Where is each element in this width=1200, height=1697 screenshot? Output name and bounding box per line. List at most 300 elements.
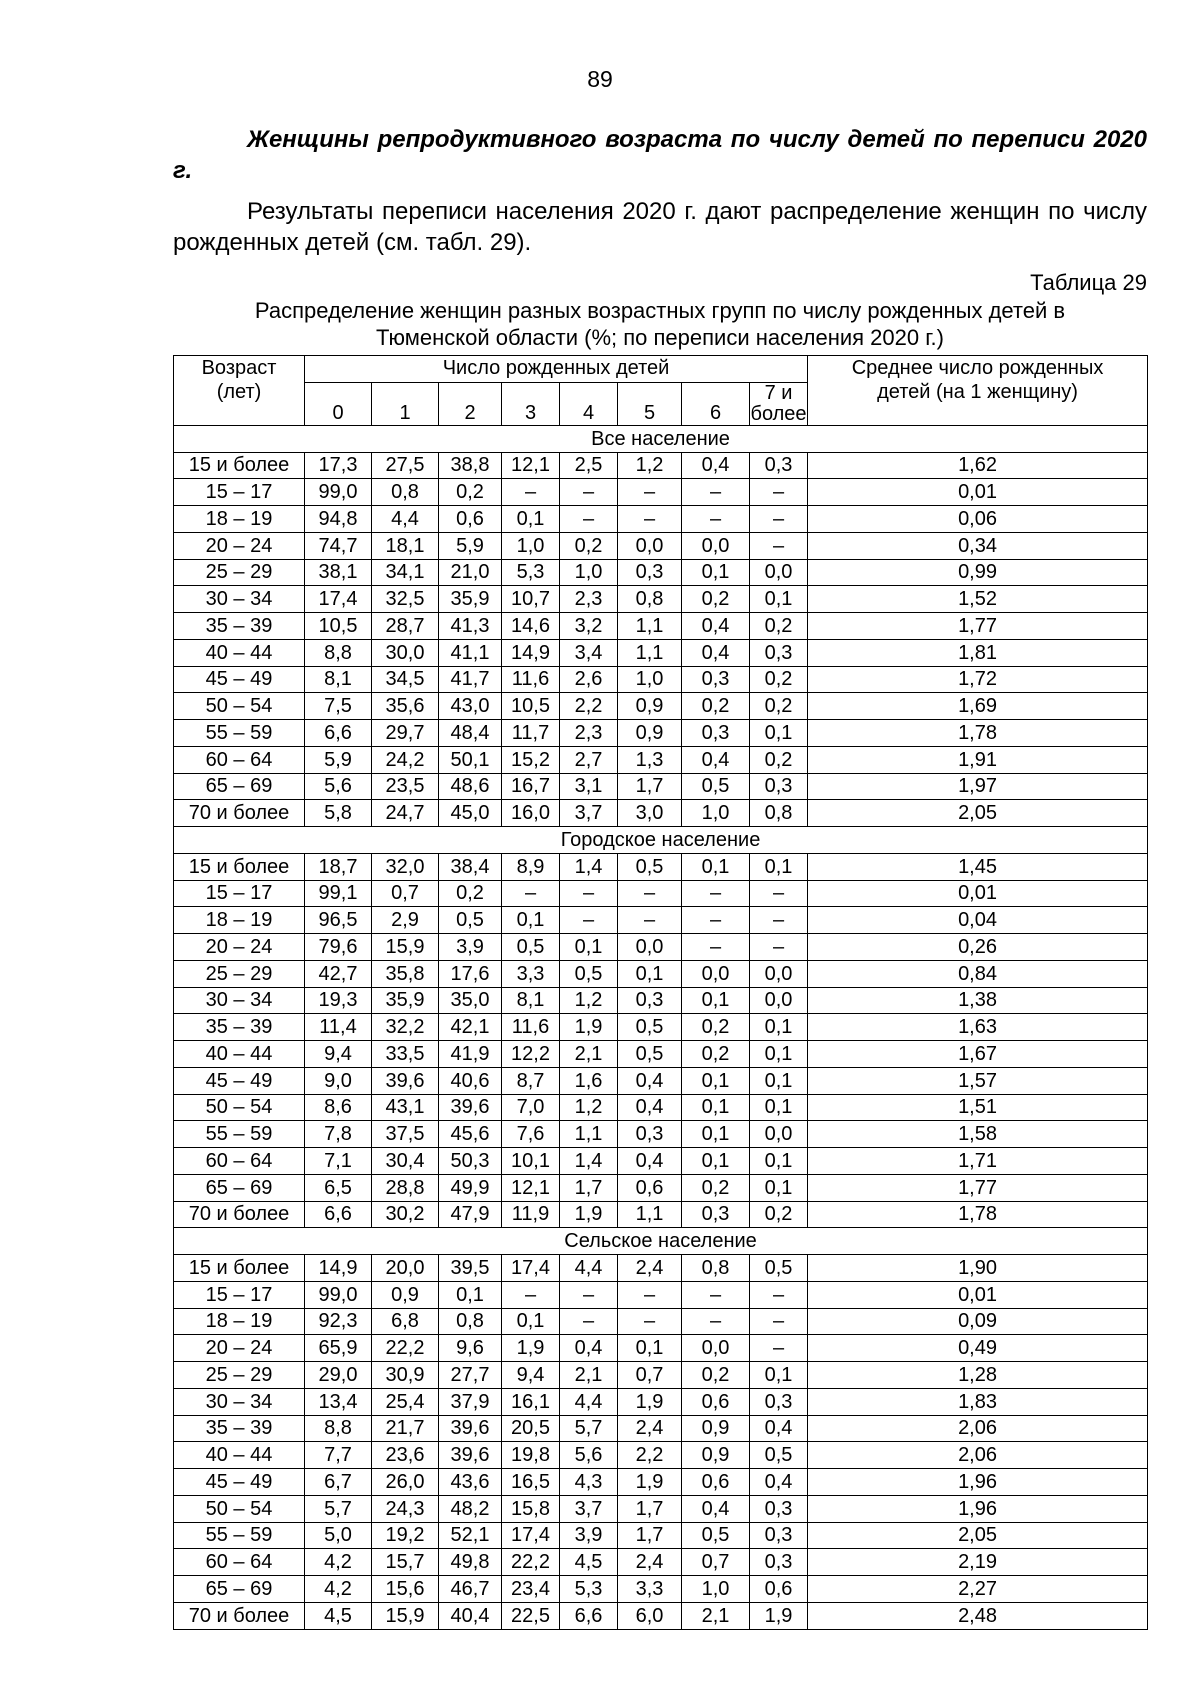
age-group-cell: 15 и более bbox=[174, 1255, 305, 1282]
percent-cell: 48,6 bbox=[439, 773, 502, 800]
percent-cell: 0,2 bbox=[682, 693, 750, 720]
percent-cell: – bbox=[618, 479, 682, 506]
age-group-cell: 40 – 44 bbox=[174, 639, 305, 666]
percent-cell: 0,1 bbox=[502, 506, 560, 533]
percent-cell: 0,3 bbox=[750, 1495, 808, 1522]
percent-cell: 23,5 bbox=[372, 773, 439, 800]
percent-cell: 30,0 bbox=[372, 639, 439, 666]
percent-cell: 37,5 bbox=[372, 1121, 439, 1148]
children-col-header: 1 bbox=[372, 382, 439, 425]
percent-cell: 0,1 bbox=[618, 1335, 682, 1362]
table-row bbox=[174, 1549, 1148, 1576]
table-row bbox=[174, 1174, 1148, 1201]
percent-cell: 12,1 bbox=[502, 1174, 560, 1201]
percent-cell: 42,7 bbox=[305, 960, 372, 987]
percent-cell: 1,0 bbox=[502, 532, 560, 559]
age-header-line: (лет) bbox=[216, 381, 262, 403]
table-row bbox=[174, 1469, 1148, 1496]
table-row bbox=[174, 1415, 1148, 1442]
age-group-cell: 65 – 69 bbox=[174, 773, 305, 800]
percent-cell: 0,5 bbox=[502, 934, 560, 961]
average-cell: 1,62 bbox=[808, 452, 1148, 479]
percent-cell: 1,9 bbox=[560, 1014, 618, 1041]
average-cell: 1,69 bbox=[808, 693, 1148, 720]
table-row bbox=[174, 639, 1148, 666]
percent-cell: 0,0 bbox=[682, 1335, 750, 1362]
percent-cell: 29,7 bbox=[372, 720, 439, 747]
percent-cell: 39,6 bbox=[439, 1442, 502, 1469]
percent-cell: – bbox=[750, 1308, 808, 1335]
table-caption-line: Тюменской области (%; по переписи населения 2020 г.) bbox=[376, 325, 944, 350]
average-cell: 1,71 bbox=[808, 1148, 1148, 1175]
percent-cell: 10,5 bbox=[502, 693, 560, 720]
percent-cell: 7,7 bbox=[305, 1442, 372, 1469]
percent-cell: 40,4 bbox=[439, 1602, 502, 1629]
births-distribution-table bbox=[173, 355, 1148, 1630]
average-cell: 1,97 bbox=[808, 773, 1148, 800]
percent-cell: 4,2 bbox=[305, 1576, 372, 1603]
table-row bbox=[174, 1255, 1148, 1282]
percent-cell: 3,1 bbox=[560, 773, 618, 800]
percent-cell: – bbox=[560, 1308, 618, 1335]
percent-cell: 0,2 bbox=[750, 613, 808, 640]
table-row bbox=[174, 1094, 1148, 1121]
percent-cell: 5,7 bbox=[560, 1415, 618, 1442]
age-group-cell: 15 и более bbox=[174, 853, 305, 880]
average-cell: 2,05 bbox=[808, 1522, 1148, 1549]
percent-cell: – bbox=[560, 1281, 618, 1308]
age-group-cell: 30 – 34 bbox=[174, 987, 305, 1014]
percent-cell: 1,9 bbox=[502, 1335, 560, 1362]
percent-cell: 16,1 bbox=[502, 1388, 560, 1415]
average-cell: 0,34 bbox=[808, 532, 1148, 559]
table-row bbox=[174, 1041, 1148, 1068]
average-cell: 1,57 bbox=[808, 1067, 1148, 1094]
percent-cell: 3,2 bbox=[560, 613, 618, 640]
percent-cell: 0,4 bbox=[618, 1094, 682, 1121]
percent-cell: 0,5 bbox=[560, 960, 618, 987]
percent-cell: – bbox=[502, 880, 560, 907]
percent-cell: 7,8 bbox=[305, 1121, 372, 1148]
percent-cell: 21,0 bbox=[439, 559, 502, 586]
percent-cell: 0,5 bbox=[618, 853, 682, 880]
average-cell: 1,67 bbox=[808, 1041, 1148, 1068]
table-row bbox=[174, 1576, 1148, 1603]
percent-cell: 30,4 bbox=[372, 1148, 439, 1175]
percent-cell: 0,4 bbox=[750, 1469, 808, 1496]
percent-cell: 1,7 bbox=[560, 1174, 618, 1201]
percent-cell: 34,5 bbox=[372, 666, 439, 693]
average-cell: 0,01 bbox=[808, 479, 1148, 506]
percent-cell: 15,2 bbox=[502, 746, 560, 773]
percent-cell: 0,6 bbox=[682, 1388, 750, 1415]
age-group-cell: 35 – 39 bbox=[174, 1415, 305, 1442]
percent-cell: 35,9 bbox=[372, 987, 439, 1014]
age-group-cell: 45 – 49 bbox=[174, 666, 305, 693]
age-group-cell: 70 и более bbox=[174, 1602, 305, 1629]
percent-cell: 17,4 bbox=[502, 1522, 560, 1549]
percent-cell: 1,0 bbox=[618, 666, 682, 693]
percent-cell: 0,5 bbox=[618, 1041, 682, 1068]
percent-cell: 0,4 bbox=[682, 613, 750, 640]
percent-cell: 92,3 bbox=[305, 1308, 372, 1335]
age-group-cell: 30 – 34 bbox=[174, 1388, 305, 1415]
age-group-cell: 20 – 24 bbox=[174, 532, 305, 559]
percent-cell: – bbox=[502, 1281, 560, 1308]
percent-cell: 0,2 bbox=[439, 880, 502, 907]
average-cell: 2,05 bbox=[808, 800, 1148, 827]
percent-cell: – bbox=[618, 880, 682, 907]
percent-cell: 1,0 bbox=[682, 800, 750, 827]
percent-cell: 3,3 bbox=[618, 1576, 682, 1603]
percent-cell: 0,2 bbox=[750, 1201, 808, 1228]
percent-cell: 22,2 bbox=[502, 1549, 560, 1576]
table-body bbox=[174, 425, 1148, 1629]
page-number: 89 bbox=[587, 66, 613, 92]
section-title: Сельское население bbox=[174, 1228, 1148, 1255]
age-group-cell: 60 – 64 bbox=[174, 1549, 305, 1576]
percent-cell: 14,6 bbox=[502, 613, 560, 640]
percent-cell: 46,7 bbox=[439, 1576, 502, 1603]
average-header bbox=[808, 356, 1148, 426]
percent-cell: 0,5 bbox=[618, 1014, 682, 1041]
percent-cell: 0,1 bbox=[750, 1067, 808, 1094]
percent-cell: 3,4 bbox=[560, 639, 618, 666]
children-col-header: 2 bbox=[439, 382, 502, 425]
percent-cell: 22,2 bbox=[372, 1335, 439, 1362]
percent-cell: 6,6 bbox=[305, 1201, 372, 1228]
percent-cell: 42,1 bbox=[439, 1014, 502, 1041]
percent-cell: 3,7 bbox=[560, 1495, 618, 1522]
percent-cell: – bbox=[682, 479, 750, 506]
percent-cell: 22,5 bbox=[502, 1602, 560, 1629]
percent-cell: 41,3 bbox=[439, 613, 502, 640]
percent-cell: – bbox=[682, 506, 750, 533]
age-group-cell: 70 и более bbox=[174, 800, 305, 827]
percent-cell: 0,1 bbox=[502, 907, 560, 934]
percent-cell: 40,6 bbox=[439, 1067, 502, 1094]
percent-cell: 1,7 bbox=[618, 773, 682, 800]
percent-cell: 3,9 bbox=[560, 1522, 618, 1549]
table-caption bbox=[190, 297, 1130, 351]
age-group-cell: 55 – 59 bbox=[174, 1522, 305, 1549]
age-header-line: Возраст bbox=[201, 357, 277, 379]
percent-cell: 4,5 bbox=[560, 1549, 618, 1576]
col7-header-line: 7 и bbox=[764, 382, 793, 404]
percent-cell: 0,3 bbox=[618, 559, 682, 586]
average-cell: 1,52 bbox=[808, 586, 1148, 613]
percent-cell: 0,1 bbox=[502, 1308, 560, 1335]
percent-cell: – bbox=[750, 532, 808, 559]
table-row bbox=[174, 1014, 1148, 1041]
children-group-header: Число рожденных детей bbox=[305, 356, 808, 383]
children-col-header: 5 bbox=[618, 382, 682, 425]
percent-cell: 2,1 bbox=[682, 1602, 750, 1629]
table-row bbox=[174, 452, 1148, 479]
percent-cell: 0,2 bbox=[682, 1014, 750, 1041]
percent-cell: 19,2 bbox=[372, 1522, 439, 1549]
percent-cell: 2,5 bbox=[560, 452, 618, 479]
percent-cell: 2,9 bbox=[372, 907, 439, 934]
percent-cell: 1,6 bbox=[560, 1067, 618, 1094]
percent-cell: 32,5 bbox=[372, 586, 439, 613]
table-caption-line: Распределение женщин разных возрастных групп по числу рожденных детей в bbox=[254, 298, 1066, 323]
average-cell: 0,84 bbox=[808, 960, 1148, 987]
percent-cell: 99,1 bbox=[305, 880, 372, 907]
age-group-cell: 18 – 19 bbox=[174, 506, 305, 533]
table-row bbox=[174, 1067, 1148, 1094]
percent-cell: 0,1 bbox=[439, 1281, 502, 1308]
table-row bbox=[174, 880, 1148, 907]
age-header bbox=[174, 356, 305, 426]
percent-cell: 50,1 bbox=[439, 746, 502, 773]
percent-cell: 7,0 bbox=[502, 1094, 560, 1121]
percent-cell: 27,7 bbox=[439, 1362, 502, 1389]
percent-cell: 10,1 bbox=[502, 1148, 560, 1175]
percent-cell: 41,7 bbox=[439, 666, 502, 693]
percent-cell: 19,3 bbox=[305, 987, 372, 1014]
percent-cell: 0,4 bbox=[682, 746, 750, 773]
percent-cell: 18,1 bbox=[372, 532, 439, 559]
percent-cell: 0,3 bbox=[618, 987, 682, 1014]
percent-cell: 0,2 bbox=[750, 746, 808, 773]
percent-cell: 6,0 bbox=[618, 1602, 682, 1629]
average-cell: 1,63 bbox=[808, 1014, 1148, 1041]
table-row bbox=[174, 506, 1148, 533]
percent-cell: 2,1 bbox=[560, 1041, 618, 1068]
percent-cell: 2,2 bbox=[560, 693, 618, 720]
percent-cell: 1,4 bbox=[560, 1148, 618, 1175]
percent-cell: 0,7 bbox=[682, 1549, 750, 1576]
table-row bbox=[174, 746, 1148, 773]
percent-cell: – bbox=[682, 1281, 750, 1308]
percent-cell: 18,7 bbox=[305, 853, 372, 880]
table-row bbox=[174, 1362, 1148, 1389]
percent-cell: 0,8 bbox=[750, 800, 808, 827]
table-label: Таблица 29 bbox=[1030, 270, 1147, 295]
percent-cell: 16,7 bbox=[502, 773, 560, 800]
percent-cell: 1,2 bbox=[618, 452, 682, 479]
age-group-cell: 55 – 59 bbox=[174, 720, 305, 747]
percent-cell: 99,0 bbox=[305, 1281, 372, 1308]
percent-cell: 39,5 bbox=[439, 1255, 502, 1282]
percent-cell: 21,7 bbox=[372, 1415, 439, 1442]
percent-cell: 7,1 bbox=[305, 1148, 372, 1175]
percent-cell: 0,4 bbox=[682, 1495, 750, 1522]
percent-cell: 2,4 bbox=[618, 1549, 682, 1576]
percent-cell: 1,2 bbox=[560, 987, 618, 1014]
percent-cell: 17,4 bbox=[502, 1255, 560, 1282]
age-group-cell: 45 – 49 bbox=[174, 1067, 305, 1094]
percent-cell: 1,1 bbox=[618, 639, 682, 666]
percent-cell: 5,9 bbox=[305, 746, 372, 773]
percent-cell: 1,9 bbox=[618, 1388, 682, 1415]
percent-cell: 5,7 bbox=[305, 1495, 372, 1522]
percent-cell: 99,0 bbox=[305, 479, 372, 506]
age-group-cell: 15 – 17 bbox=[174, 479, 305, 506]
percent-cell: 9,4 bbox=[502, 1362, 560, 1389]
percent-cell: 0,1 bbox=[750, 1014, 808, 1041]
percent-cell: 1,9 bbox=[750, 1602, 808, 1629]
percent-cell: 0,2 bbox=[682, 586, 750, 613]
percent-cell: 1,7 bbox=[618, 1522, 682, 1549]
average-cell: 1,78 bbox=[808, 720, 1148, 747]
age-group-cell: 65 – 69 bbox=[174, 1174, 305, 1201]
intro-paragraph: Результаты переписи населения 2020 г. дают распределение женщин по числу рожденных детей (см. табл. 29). bbox=[173, 198, 1147, 256]
table-row bbox=[174, 853, 1148, 880]
percent-cell: 35,6 bbox=[372, 693, 439, 720]
percent-cell: – bbox=[682, 1308, 750, 1335]
percent-cell: 35,9 bbox=[439, 586, 502, 613]
percent-cell: 9,4 bbox=[305, 1041, 372, 1068]
percent-cell: 6,8 bbox=[372, 1308, 439, 1335]
percent-cell: 37,9 bbox=[439, 1388, 502, 1415]
percent-cell: 12,2 bbox=[502, 1041, 560, 1068]
percent-cell: 0,0 bbox=[750, 1121, 808, 1148]
percent-cell: 30,2 bbox=[372, 1201, 439, 1228]
table-row bbox=[174, 1388, 1148, 1415]
percent-cell: 8,7 bbox=[502, 1067, 560, 1094]
age-group-cell: 18 – 19 bbox=[174, 1308, 305, 1335]
percent-cell: – bbox=[750, 880, 808, 907]
percent-cell: 0,9 bbox=[618, 720, 682, 747]
table-row bbox=[174, 1308, 1148, 1335]
percent-cell: 3,9 bbox=[439, 934, 502, 961]
percent-cell: 0,7 bbox=[372, 880, 439, 907]
percent-cell: 4,5 bbox=[305, 1602, 372, 1629]
percent-cell: 5,3 bbox=[560, 1576, 618, 1603]
percent-cell: 38,8 bbox=[439, 452, 502, 479]
percent-cell: 0,8 bbox=[439, 1308, 502, 1335]
percent-cell: 0,3 bbox=[682, 720, 750, 747]
percent-cell: 0,0 bbox=[618, 934, 682, 961]
age-group-cell: 60 – 64 bbox=[174, 1148, 305, 1175]
percent-cell: – bbox=[560, 907, 618, 934]
table-row bbox=[174, 532, 1148, 559]
percent-cell: 39,6 bbox=[439, 1094, 502, 1121]
average-cell: 2,06 bbox=[808, 1442, 1148, 1469]
table-row bbox=[174, 1121, 1148, 1148]
average-cell: 0,49 bbox=[808, 1335, 1148, 1362]
percent-cell: 5,6 bbox=[560, 1442, 618, 1469]
percent-cell: 0,8 bbox=[682, 1255, 750, 1282]
percent-cell: 0,6 bbox=[439, 506, 502, 533]
percent-cell: 2,6 bbox=[560, 666, 618, 693]
percent-cell: 0,4 bbox=[750, 1415, 808, 1442]
percent-cell: 4,4 bbox=[560, 1388, 618, 1415]
table-row bbox=[174, 1148, 1148, 1175]
average-header-line: Среднее число рожденных bbox=[851, 357, 1104, 379]
percent-cell: 28,7 bbox=[372, 613, 439, 640]
percent-cell: 1,7 bbox=[618, 1495, 682, 1522]
percent-cell: 0,1 bbox=[750, 720, 808, 747]
average-cell: 1,83 bbox=[808, 1388, 1148, 1415]
percent-cell: 26,0 bbox=[372, 1469, 439, 1496]
col7-header-line: более bbox=[750, 402, 807, 425]
percent-cell: – bbox=[560, 479, 618, 506]
age-group-cell: 45 – 49 bbox=[174, 1469, 305, 1496]
percent-cell: 10,5 bbox=[305, 613, 372, 640]
percent-cell: – bbox=[618, 1308, 682, 1335]
age-group-cell: 50 – 54 bbox=[174, 693, 305, 720]
percent-cell: – bbox=[618, 1281, 682, 1308]
percent-cell: 15,6 bbox=[372, 1576, 439, 1603]
percent-cell: 14,9 bbox=[305, 1255, 372, 1282]
percent-cell: 0,8 bbox=[618, 586, 682, 613]
percent-cell: 0,1 bbox=[682, 1148, 750, 1175]
percent-cell: 0,1 bbox=[682, 1094, 750, 1121]
percent-cell: 41,1 bbox=[439, 639, 502, 666]
percent-cell: 48,2 bbox=[439, 1495, 502, 1522]
children-col-header-7-plus bbox=[750, 382, 808, 425]
percent-cell: – bbox=[750, 907, 808, 934]
percent-cell: 15,7 bbox=[372, 1549, 439, 1576]
average-cell: 0,04 bbox=[808, 907, 1148, 934]
average-cell: 0,09 bbox=[808, 1308, 1148, 1335]
percent-cell: 0,2 bbox=[750, 666, 808, 693]
percent-cell: 0,5 bbox=[682, 773, 750, 800]
age-group-cell: 25 – 29 bbox=[174, 960, 305, 987]
average-cell: 0,26 bbox=[808, 934, 1148, 961]
percent-cell: 41,9 bbox=[439, 1041, 502, 1068]
percent-cell: 43,1 bbox=[372, 1094, 439, 1121]
percent-cell: 0,4 bbox=[682, 639, 750, 666]
percent-cell: 0,6 bbox=[618, 1174, 682, 1201]
percent-cell: 0,4 bbox=[618, 1148, 682, 1175]
percent-cell: 2,2 bbox=[618, 1442, 682, 1469]
percent-cell: 6,6 bbox=[560, 1602, 618, 1629]
age-group-cell: 25 – 29 bbox=[174, 559, 305, 586]
percent-cell: 0,6 bbox=[750, 1576, 808, 1603]
percent-cell: – bbox=[560, 880, 618, 907]
percent-cell: 30,9 bbox=[372, 1362, 439, 1389]
table-row bbox=[174, 934, 1148, 961]
percent-cell: 4,4 bbox=[560, 1255, 618, 1282]
percent-cell: 1,0 bbox=[560, 559, 618, 586]
average-cell: 0,06 bbox=[808, 506, 1148, 533]
percent-cell: 0,1 bbox=[750, 1148, 808, 1175]
percent-cell: 39,6 bbox=[372, 1067, 439, 1094]
percent-cell: – bbox=[560, 506, 618, 533]
percent-cell: 2,7 bbox=[560, 746, 618, 773]
percent-cell: 1,9 bbox=[560, 1201, 618, 1228]
table-row bbox=[174, 479, 1148, 506]
percent-cell: 47,9 bbox=[439, 1201, 502, 1228]
percent-cell: 0,3 bbox=[682, 666, 750, 693]
average-cell: 2,06 bbox=[808, 1415, 1148, 1442]
percent-cell: 96,5 bbox=[305, 907, 372, 934]
table-row bbox=[174, 987, 1148, 1014]
age-group-cell: 65 – 69 bbox=[174, 1576, 305, 1603]
percent-cell: 0,1 bbox=[682, 987, 750, 1014]
percent-cell: 0,2 bbox=[682, 1362, 750, 1389]
percent-cell: 2,4 bbox=[618, 1255, 682, 1282]
percent-cell: 0,3 bbox=[750, 773, 808, 800]
percent-cell: – bbox=[682, 880, 750, 907]
percent-cell: 0,1 bbox=[750, 1094, 808, 1121]
table-row bbox=[174, 1442, 1148, 1469]
percent-cell: 0,0 bbox=[750, 559, 808, 586]
percent-cell: 2,4 bbox=[618, 1415, 682, 1442]
percent-cell: 0,9 bbox=[372, 1281, 439, 1308]
percent-cell: 32,0 bbox=[372, 853, 439, 880]
percent-cell: 0,8 bbox=[372, 479, 439, 506]
percent-cell: 0,3 bbox=[750, 1522, 808, 1549]
percent-cell: 8,1 bbox=[502, 987, 560, 1014]
age-group-cell: 30 – 34 bbox=[174, 586, 305, 613]
average-cell: 2,48 bbox=[808, 1602, 1148, 1629]
percent-cell: 1,4 bbox=[560, 853, 618, 880]
